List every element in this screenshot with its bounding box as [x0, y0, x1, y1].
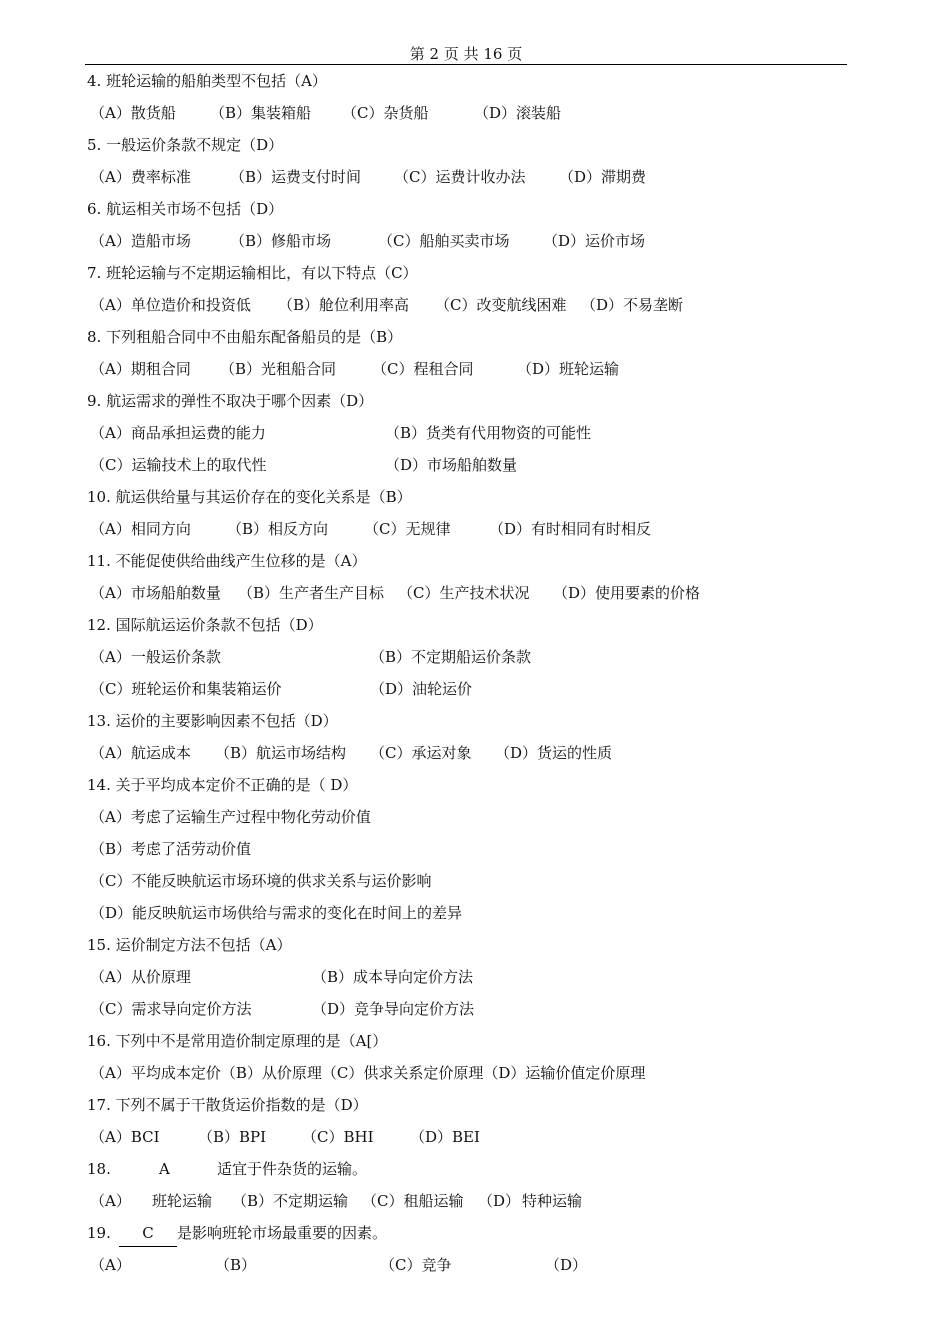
question-options — [87, 1252, 857, 1284]
question-options — [87, 1124, 857, 1156]
option: （D）滞期费 — [559, 168, 647, 186]
option: （D） — [545, 1256, 588, 1274]
option: （B） — [215, 1256, 257, 1274]
option: （C）BHI — [302, 1128, 374, 1146]
option: （A）市场船舶数量 — [90, 584, 221, 602]
question-options — [87, 580, 857, 612]
question-options — [87, 1188, 857, 1220]
option: （A）散货船 — [90, 104, 176, 122]
option: （C）船舶买卖市场 — [378, 232, 510, 250]
option: （B）不定期船运价条款 — [370, 648, 532, 666]
option: （D）油轮运价 — [370, 680, 473, 698]
question-stem: 是影响班轮市场最重要的因素。 — [177, 1224, 388, 1242]
option: （B）考虑了活劳动价值 — [90, 840, 252, 858]
question-list — [87, 68, 857, 1284]
option: （D）滚装船 — [474, 104, 562, 122]
option: （B）不定期运输 — [232, 1192, 349, 1210]
option: （B）成本导向定价方法 — [312, 968, 474, 986]
option: （D）运输价值定价原理 — [483, 1064, 646, 1082]
option: （D）BEI — [410, 1128, 480, 1146]
question-text — [87, 1220, 857, 1252]
option: （C）杂货船 — [342, 104, 429, 122]
option: （A） — [90, 1192, 131, 1210]
option: （C）不能反映航运市场环境的供求关系与运价影响 — [90, 872, 432, 890]
option: （A）航运成本 — [90, 744, 191, 762]
question-options — [87, 420, 857, 452]
option: （D）使用要素的价格 — [553, 584, 701, 602]
question-text: 6. 航运相关市场不包括（D） — [87, 200, 284, 218]
answer-blank: C — [119, 1220, 177, 1247]
option: （A）期租合同 — [90, 360, 191, 378]
answer-blank: A — [159, 1160, 170, 1178]
option: （A）商品承担运费的能力 — [90, 424, 266, 442]
page-number-label: 第 2 页 共 16 页 — [409, 45, 523, 63]
option: （C）无规律 — [364, 520, 451, 538]
option: （C）运费计收办法 — [394, 168, 526, 186]
option: （B）货类有代用物资的可能性 — [385, 424, 592, 442]
question-options — [87, 964, 857, 996]
option: （B）修船市场 — [230, 232, 332, 250]
option: （C）班轮运价和集装箱运价 — [90, 680, 282, 698]
question-options — [87, 452, 857, 484]
question-options — [87, 292, 857, 324]
question-text: 11. 不能促使供给曲线产生位移的是（A） — [87, 552, 367, 570]
option: （A）考虑了运输生产过程中物化劳动价值 — [90, 808, 371, 826]
option: （B）BPI — [198, 1128, 267, 1146]
question-text: 17. 下列不属于干散货运价指数的是（D） — [87, 1096, 368, 1114]
option: （D）班轮运输 — [517, 360, 620, 378]
question-options — [87, 228, 857, 260]
question-stem: 适宜于件杂货的运输。 — [217, 1160, 368, 1178]
question-text: 10. 航运供给量与其运价存在的变化关系是（B） — [87, 488, 412, 506]
option: （D）市场船舶数量 — [385, 456, 518, 474]
option: （A）BCI — [90, 1128, 160, 1146]
option: （C）改变航线困难 — [435, 296, 567, 314]
option: （C）供求关系定价原理 — [321, 1064, 484, 1082]
question-text: 13. 运价的主要影响因素不包括（D） — [87, 712, 338, 730]
question-options — [87, 356, 857, 388]
option: （D）能反映航运市场供给与需求的变化在时间上的差异 — [90, 904, 463, 922]
question-options — [87, 1060, 857, 1092]
question-text: 12. 国际航运运价条款不包括（D） — [87, 616, 323, 634]
question-text: 8. 下列租船合同中不由船东配备船员的是（B） — [87, 328, 403, 346]
option: （C）需求导向定价方法 — [90, 1000, 252, 1018]
question-text: 16. 下列中不是常用造价制定原理的是（A[） — [87, 1032, 388, 1050]
option: （B）舱位利用率高 — [278, 296, 410, 314]
question-options — [87, 100, 857, 132]
question-text: 14. 关于平均成本定价不正确的是（ D） — [87, 776, 358, 794]
question-options — [87, 516, 857, 548]
option: （A） — [90, 1256, 131, 1274]
page-header — [85, 44, 847, 65]
option: （C）程租合同 — [372, 360, 474, 378]
option: （B）运费支付时间 — [230, 168, 362, 186]
option: （D）有时相同有时相反 — [489, 520, 652, 538]
option: （D）货运的性质 — [495, 744, 613, 762]
question-number: 18. — [87, 1160, 111, 1178]
question-options — [87, 996, 857, 1028]
option: （C）租船运输 — [362, 1192, 464, 1210]
question-text — [87, 1156, 857, 1188]
option: （A）费率标准 — [90, 168, 191, 186]
option: （B）航运市场结构 — [215, 744, 347, 762]
option: （D）不易垄断 — [581, 296, 684, 314]
option: （D）竞争导向定价方法 — [312, 1000, 475, 1018]
question-text: 7. 班轮运输与不定期运输相比，有以下特点（C） — [87, 264, 418, 282]
option: （D）运价市场 — [543, 232, 646, 250]
question-text: 4. 班轮运输的船舶类型不包括（A） — [87, 72, 327, 90]
option: （C）竞争 — [380, 1256, 452, 1274]
option: （B）光租船合同 — [220, 360, 337, 378]
option: （A）平均成本定价 — [90, 1064, 221, 1082]
option: （B）集装箱船 — [210, 104, 312, 122]
option: （C）运输技术上的取代性 — [90, 456, 267, 474]
question-text: 5. 一般运价条款不规定（D） — [87, 136, 284, 154]
option: （C）生产技术状况 — [398, 584, 530, 602]
question-options — [87, 676, 857, 708]
option: 班轮运输 — [152, 1192, 213, 1210]
question-options — [87, 644, 857, 676]
option: （A）相同方向 — [90, 520, 191, 538]
question-text: 15. 运价制定方法不包括（A） — [87, 936, 292, 954]
option: （A）单位造价和投资低 — [90, 296, 251, 314]
option: （B）生产者生产目标 — [238, 584, 385, 602]
question-options — [87, 164, 857, 196]
option: （D） — [478, 1192, 521, 1210]
option: （A）造船市场 — [90, 232, 191, 250]
option: 特种运输 — [522, 1192, 583, 1210]
option: （B）相反方向 — [227, 520, 329, 538]
option: （C）承运对象 — [370, 744, 472, 762]
option: （B）从价原理 — [220, 1064, 322, 1082]
option: （A）一般运价条款 — [90, 648, 221, 666]
question-number: 19. — [87, 1224, 111, 1242]
option: （A）从价原理 — [90, 968, 191, 986]
question-text: 9. 航运需求的弹性不取决于哪个因素（D） — [87, 392, 374, 410]
question-options — [87, 740, 857, 772]
